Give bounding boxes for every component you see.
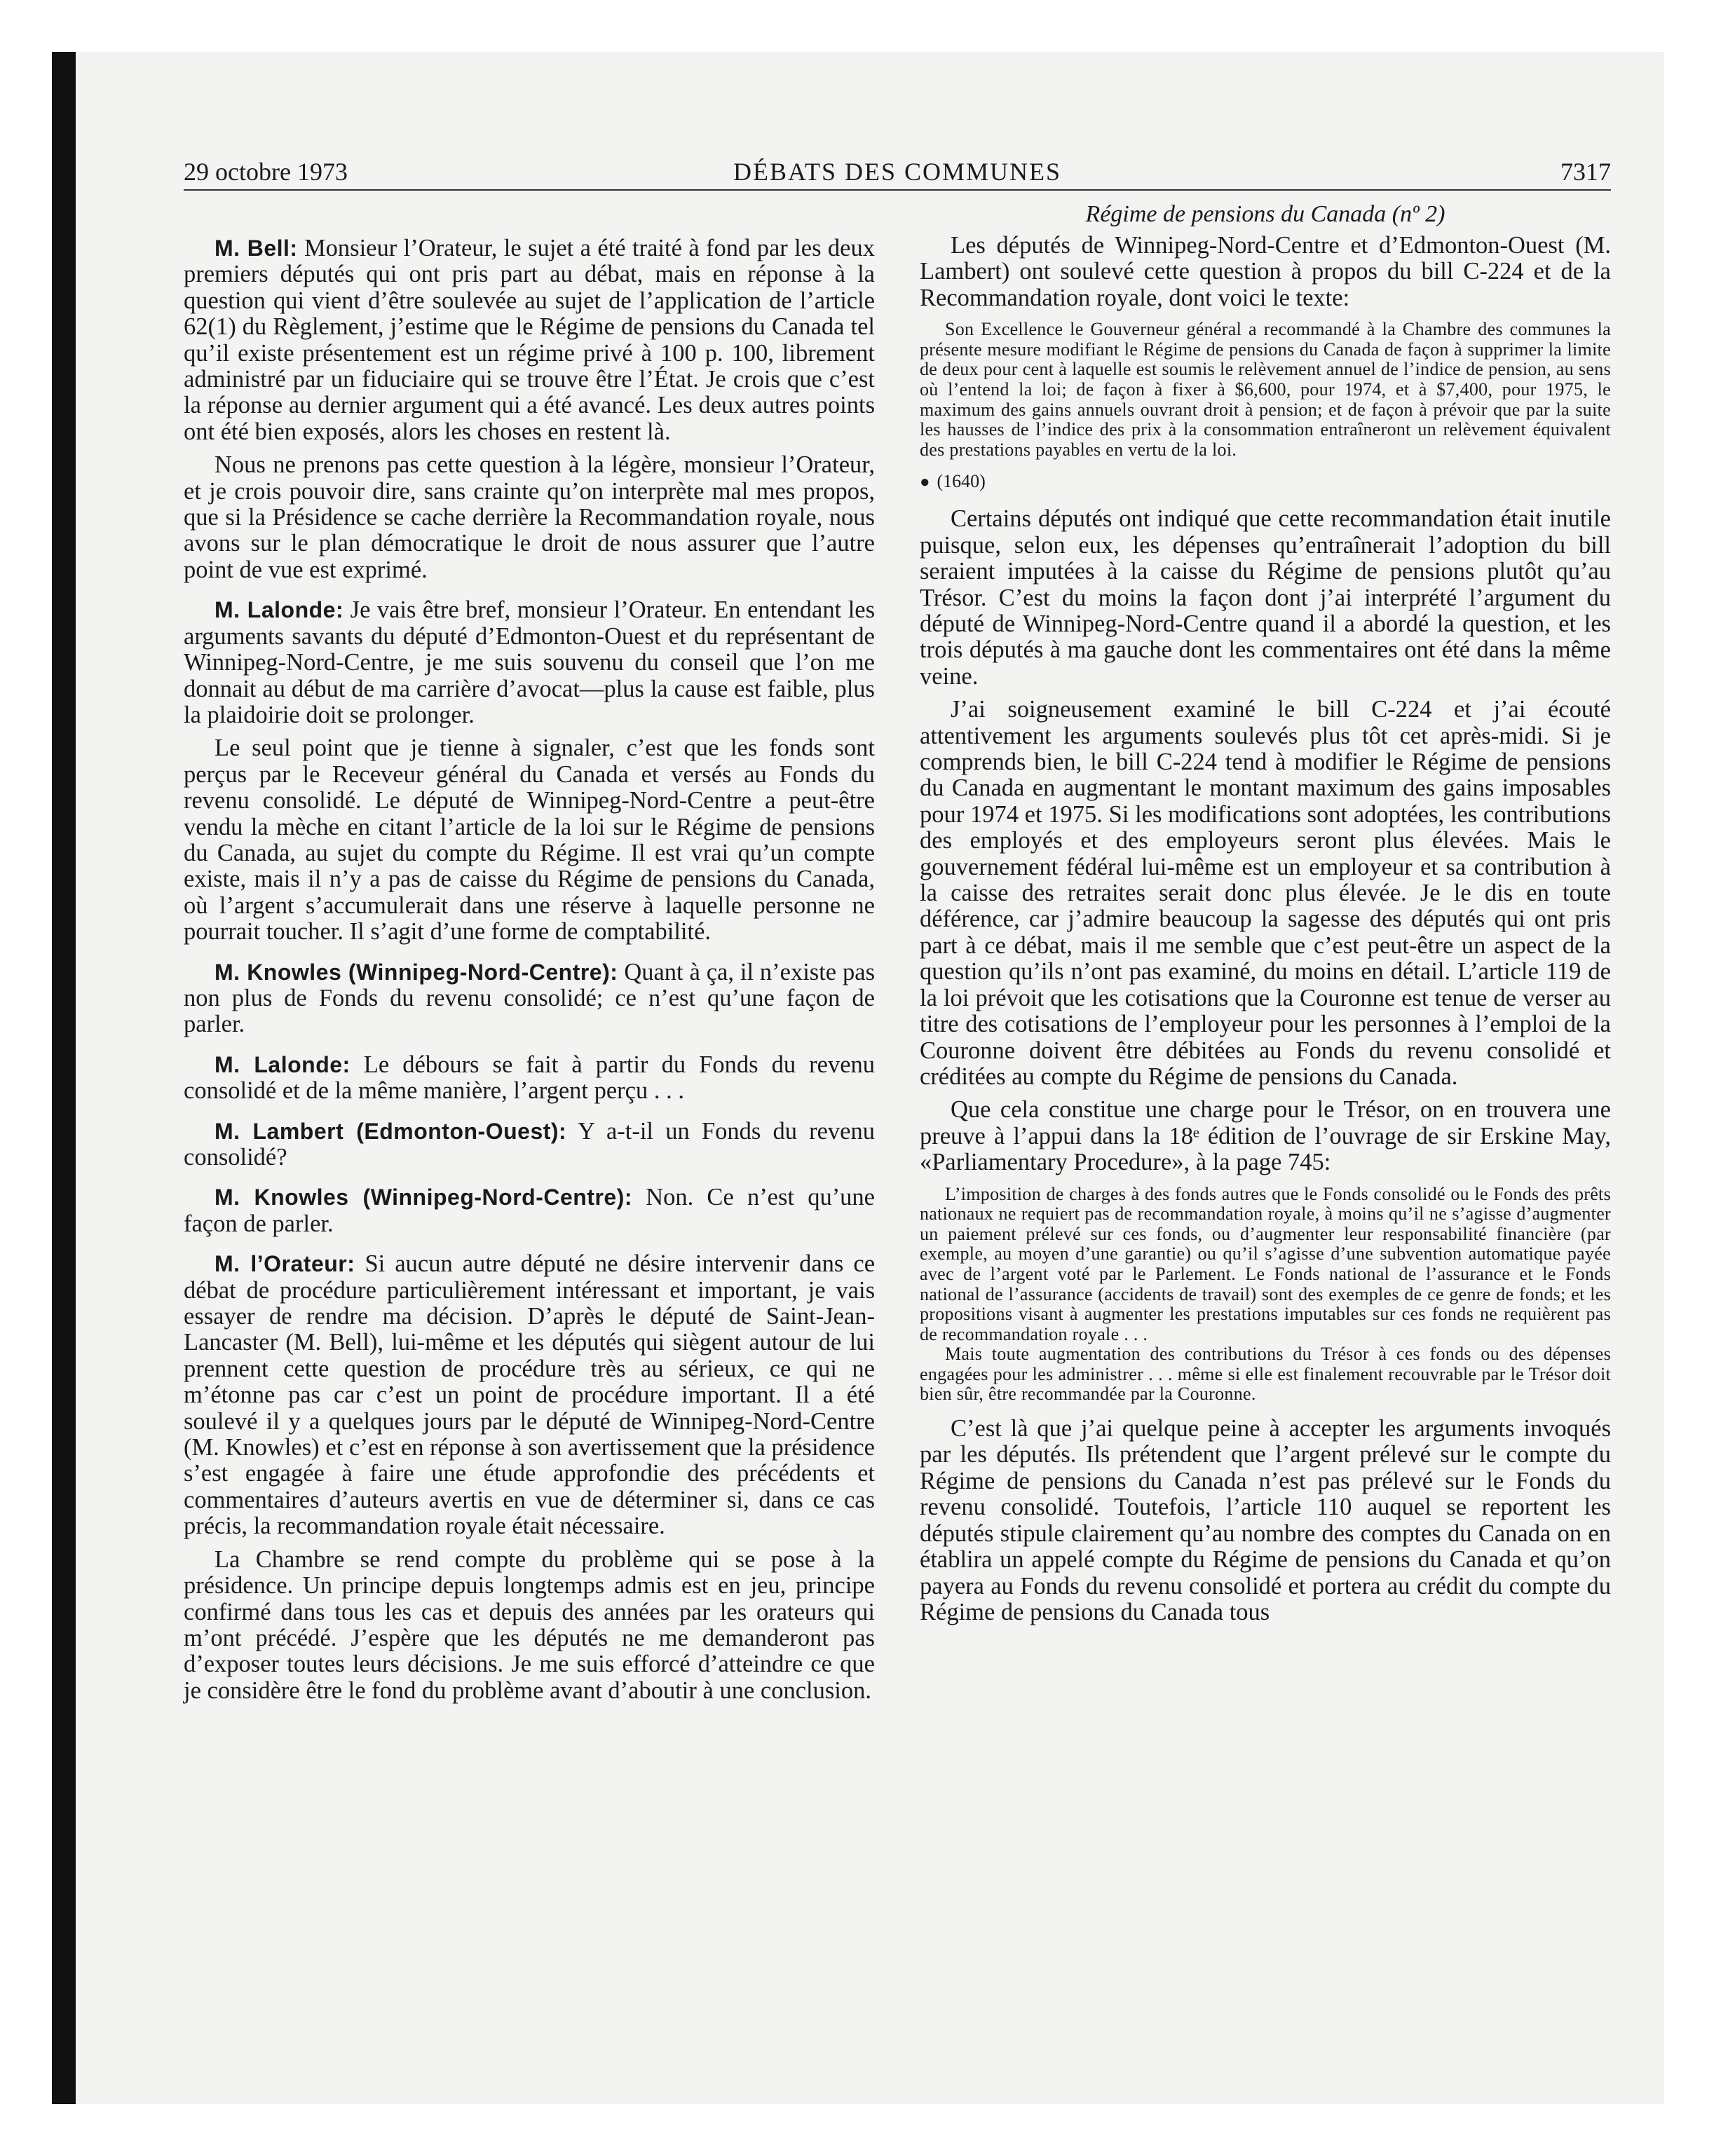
time-marker <box>920 471 1611 492</box>
paragraph: Que cela constitue une charge pour le Trésor, on en trouvera une preuve à l’appui dans la 18ᵉ édition de l’ouvrage de sir Erskine May, «Parliamentary Procedure», à la page 745: <box>920 1096 1611 1176</box>
header-title: DÉBATS DES COMMUNES <box>733 158 1062 186</box>
paragraph <box>184 597 875 728</box>
speaker-name: M. Knowles (Winnipeg-Nord-Centre): <box>215 1185 633 1210</box>
speaker-name: M. l’Orateur: <box>215 1251 355 1277</box>
speaker-name: M. Knowles (Winnipeg-Nord-Centre): <box>215 959 618 985</box>
paragraph <box>184 236 875 445</box>
erskine-may-quote <box>920 1185 1611 1405</box>
quote-text: L’imposition de charges à des fonds autres que le Fonds consolidé ou le Fonds des prêts nationaux ne requiert pas de recommandation royale, à moins qu’il ne s’agisse d’augmenter un paiement prélevé sur ces fonds, ou d’augmenter leur responsabilité financière (par exemple, au moyen d’une garantie) ou qu’il s’agisse d’une subvention automatique payée avec de l’argent voté par le Parlement. Le Fonds national de l’assurance et le Fonds national de l’assurance (accidents de travail) sont des exemples de ce genre de fonds; et les propositions visant à augmenter les prestations imputables sur ces fonds ne requièrent pas de recommandation royale . . . <box>920 1183 1611 1344</box>
paragraph: C’est là que j’ai quelque peine à accepter les arguments invoqués par les députés. Ils prétendent que l’argent prélevé sur le compte du Régime de pensions du Canada n’est pas prélevé sur le Fonds du revenu consolidé. Toutefois, l’article 110 auquel se reportent les députés stipule clairement qu’au nombre des comptes du Canada on en établira un appelé compte du Régime de pensions du Canada et qu’on payera au Fonds du revenu consolidé et portera au crédit du compte du Régime de pensions du Canada tous <box>920 1415 1611 1625</box>
left-column <box>184 200 875 1711</box>
header-page-number: 7317 <box>1560 158 1611 186</box>
paragraph: Certains députés ont indiqué que cette recommandation était inutile puisque, selon eux, les dépenses qu’entraînerait l’adoption du bill seraient imputées à la caisse du Régime de pensions plutôt qu’au Trésor. C’est du moins la façon dont j’ai interprété l’argument du député de Winnipeg-Nord-Centre quand il a abordé la question, et les trois députés à ma gauche dont les commentaires ont été dans la même veine. <box>920 505 1611 690</box>
quote-text: Mais toute augmentation des contributions du Trésor à ces fonds ou des dépenses engagées pour les administrer . . . même si elle est finalement recouvrable par le Trésor doit bien sûr, être recommandée par la Couronne. <box>920 1344 1611 1405</box>
speaker-name: M. Lalonde: <box>215 1051 351 1077</box>
paragraph-text: Y a-t-il un Fonds du revenu consolidé? <box>184 1117 875 1171</box>
paragraph: Nous ne prenons pas cette question à la légère, monsieur l’Orateur, et je crois pouvoir dire, sans crainte qu’on interprète mal mes propos, que si la Présidence se cache derrière la Recommandation royale, nous avons sur le plan démocratique le droit de nous assurer que l’autre point de vue est exprimé. <box>184 451 875 583</box>
paragraph: Le seul point que je tienne à signaler, c’est que les fonds sont perçus par le Receveur général du Canada et versés au Fonds du revenu consolidé. Le député de Winnipeg-Nord-Centre a peut-être vendu la mèche en citant l’article de la loi sur le Régime de pensions du Canada, au sujet du compte du Régime. Il est vrai qu’un compte existe, mais il n’y a pas de caisse du Régime de pensions du Canada, où l’argent s’accumulerait dans une réserve à laquelle personne ne pourrait toucher. Il s’agit d’une forme de comptabilité. <box>184 735 875 946</box>
paragraph <box>184 960 875 1038</box>
paragraph-text: Si aucun autre député ne désire intervenir dans ce débat de procédure particulièrement intéressant et important, je vais essayer de rendre ma décision. D’après le député de Saint-Jean-Lancaster (M. Bell), lui-même et les députés qui siègent autour de lui prennent cette question de procédure très au sérieux, ce qui ne m’étonne pas car c’est un point de procédure important. Il a été soulevé il y a quelques jours par le député de Winnipeg-Nord-Centre (M. Knowles) et c’est en réponse à son avertissement que la présidence s’est engagée à faire une étude approfondie des précédents et commentaires d’auteurs avertis en vue de déterminer si, dans ce cas précis, la recommandation royale était nécessaire. <box>184 1250 876 1540</box>
page-header <box>184 157 1611 189</box>
paragraph-text: Quant à ça, il n’existe pas non plus de Fonds du revenu consolidé; ce n’est qu’une façon de parler. <box>184 958 876 1038</box>
paragraph: J’ai soigneusement examiné le bill C-224 et j’ai écouté attentivement les arguments soulevés plus tôt cet après-midi. Si je comprends bien, le bill C-224 tend à modifier le Régime de pensions du Canada en augmentant le montant maximum des gains imposables pour 1974 et 1975. Si les modifications sont adoptées, les contributions des employés et des employeurs seront plus élevées. Mais le gouvernement fédéral lui-même est un employeur et sa contribution à la caisse des retraites serait donc plus élevée. Je le dis en toute déférence, car j’admire beaucoup la sagesse des députés qui ont pris part à ce débat, mais il me semble que c’est peut-être un aspect de la question qu’ils n’ont pas examiné, du moins en détail. L’article 119 de la loi prévoit que les cotisations que la Couronne est tenue de verser au titre des cotisations de l’employeur pour les personnes à l’emploi de la Couronne doivent être débitées au Fonds du revenu consolidé et créditées au compte du Régime de pensions du Canada. <box>920 696 1611 1090</box>
quote-text: Son Excellence le Gouverneur général a recommandé à la Chambre des communes la présente mesure modifiant le Régime de pensions du Canada de façon à supprimer la limite de deux pour cent à laquelle est soumis le relèvement annuel de l’indice de pension, au sens où l’entend la loi; de façon à fixer à $6,600, pour 1974, et à $7,400, pour 1975, le maximum des gains annuels ouvrant droit à pension; et de façon à prévoir que par la suite les hausses de l’indice des prix à la consommation entraîneront un relèvement équivalent des prestations payables en vertu de la loi. <box>920 319 1611 460</box>
paragraph-text: Monsieur l’Orateur, le sujet a été traité à fond par les deux premiers députés qui ont pris part au débat, mais en réponse à la question qui vient d’être soulevée au sujet de l’application de l’article 62(1) du Règlement, j’estime que le Régime de pensions du Canada tel qu’il existe présentement est un régime privé à 100 p. 100, librement administré par un fiduciaire qui se trouve être l’État. Je crois que c’est la réponse au dernier argument qui a été avancé. Les deux autres points ont été bien exposés, alors les choses en restent là. <box>184 235 875 445</box>
paragraph <box>184 1185 875 1237</box>
speaker-name: M. Lambert (Edmonton-Ouest): <box>215 1118 567 1144</box>
paragraph: Les députés de Winnipeg-Nord-Centre et d’Edmonton-Ouest (M. Lambert) ont soulevé cette question à propos du bill C-224 et de la Recommandation royale, dont voici le texte: <box>920 232 1611 311</box>
paragraph: La Chambre se rend compte du problème qui se pose à la présidence. Un principe depuis longtemps admis est en jeu, principe confirmé dans tous les cas et depuis des années par les orateurs qui m’ont précédé. J’espère que les députés ne me demanderont pas d’exposer toutes leurs décisions. Je me suis efforcé d’atteindre ce que je considère être le fond du problème avant d’aboutir à une conclusion. <box>184 1546 875 1704</box>
scan-edge <box>52 52 76 2104</box>
paragraph-text: Le débours se fait à partir du Fonds du revenu consolidé et de la même manière, l’argent perçu . . . <box>184 1051 876 1105</box>
paragraph-text: Je vais être bref, monsieur l’Orateur. En entendant les arguments savants du député d’Edmonton-Ouest et du représentant de Winnipeg-Nord-Centre, je me suis souvenu du conseil que l’on me donnait au début de ma carrière d’avocat—plus la cause est faible, plus la plaidoirie doit se prolonger. <box>184 596 876 728</box>
right-column <box>920 200 1611 1632</box>
paragraph <box>184 1251 875 1539</box>
section-subheading: Régime de pensions du Canada (nº 2) <box>1085 201 1445 227</box>
speaker-name: M. Bell: <box>215 236 298 261</box>
header-rule <box>184 189 1611 191</box>
paragraph <box>184 1119 875 1171</box>
royal-recommendation-quote <box>920 320 1611 460</box>
bullet-icon: ● <box>920 473 930 492</box>
paragraph-text: Non. Ce n’est qu’une façon de parler. <box>184 1184 875 1237</box>
header-date: 29 octobre 1973 <box>184 158 348 186</box>
speaker-name: M. Lalonde: <box>215 597 344 623</box>
paragraph <box>184 1052 875 1105</box>
time-marker-label: (1640) <box>937 471 986 492</box>
